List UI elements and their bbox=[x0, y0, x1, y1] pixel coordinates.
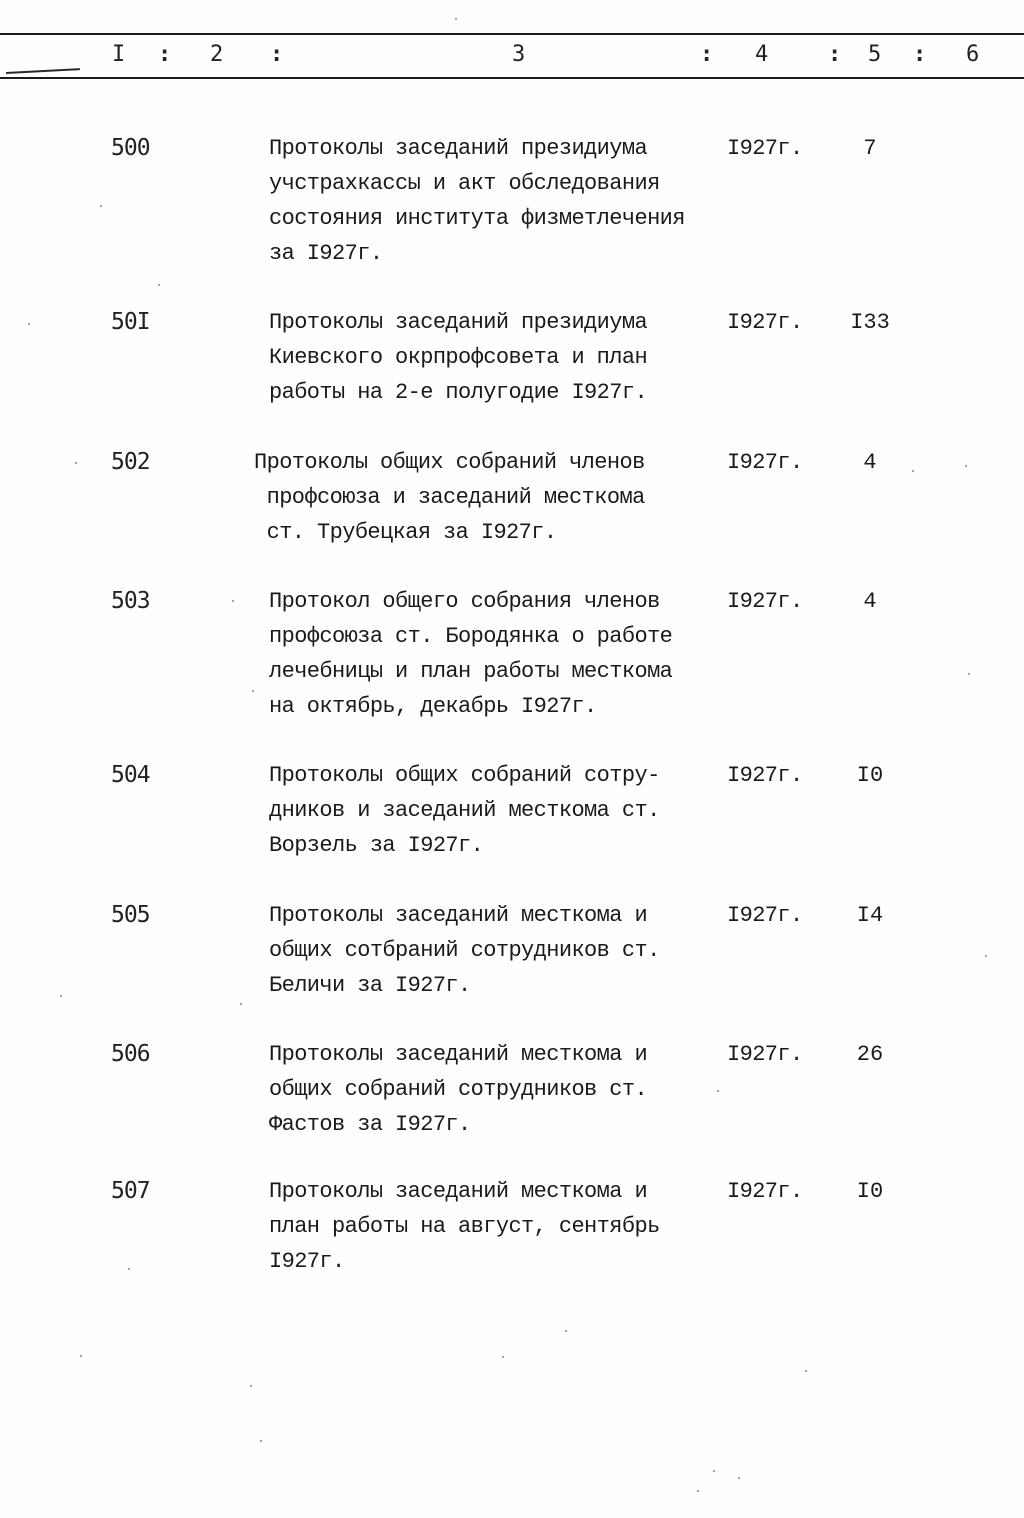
column-header-3: 3 bbox=[512, 42, 526, 67]
entry-number: 507 bbox=[111, 1178, 150, 1204]
entry-sheet-count: I0 bbox=[856, 1179, 884, 1204]
entry-title bbox=[254, 445, 724, 550]
entry-year: I927г. bbox=[727, 1042, 803, 1067]
entry-title-line: на октябрь, декабрь I927г. bbox=[269, 694, 597, 719]
entry-title-line: общих собраний сотрудников ст. bbox=[269, 1077, 648, 1102]
entry-sheet-count: 4 bbox=[863, 450, 877, 475]
entry-sheet-count: I4 bbox=[856, 903, 884, 928]
entry-title bbox=[269, 131, 739, 271]
entry-title-line: Протоколы заседаний президиума bbox=[269, 310, 648, 335]
entry-title-line: Протоколы общих собраний сотру- bbox=[269, 763, 660, 788]
entry-number: 506 bbox=[111, 1041, 150, 1067]
entry-title-line: за I927г. bbox=[269, 241, 383, 266]
entry-year: I927г. bbox=[727, 903, 803, 928]
column-separator: : bbox=[913, 42, 927, 67]
entry-title-line: общих сотбраний сотрудников ст. bbox=[269, 938, 660, 963]
entry-title bbox=[269, 898, 739, 1003]
entry-sheet-count: 26 bbox=[856, 1042, 884, 1067]
column-header-5: 5 bbox=[868, 42, 882, 67]
entry-title-line: Фастов за I927г. bbox=[269, 1112, 471, 1137]
header-bottom-rule bbox=[0, 77, 1024, 79]
column-separator: : bbox=[700, 42, 714, 67]
entry-title-line: профсоюза ст. Бородянка о работе bbox=[269, 624, 673, 649]
entry-year: I927г. bbox=[727, 763, 803, 788]
entry-title-line: Протокол общего собрания членов bbox=[269, 589, 660, 614]
entry-title-line: Протоколы заседаний месткома и bbox=[269, 1042, 648, 1067]
entry-sheet-count: 7 bbox=[863, 136, 877, 161]
entry-title-line: Протоколы заседаний президиума bbox=[269, 136, 648, 161]
entry-number: 502 bbox=[111, 449, 150, 475]
entry-year: I927г. bbox=[727, 310, 803, 335]
entry-title bbox=[269, 1174, 739, 1279]
entry-title-line: I927г. bbox=[269, 1249, 345, 1274]
entry-number: 503 bbox=[111, 588, 150, 614]
entry-title-line: Киевского окрпрофсовета и план bbox=[269, 345, 648, 370]
entry-number: 50I bbox=[111, 309, 150, 335]
column-header-4: 4 bbox=[755, 42, 769, 67]
entry-year: I927г. bbox=[727, 589, 803, 614]
header-top-rule bbox=[0, 33, 1024, 35]
entry-title-line: Протоколы заседаний месткома и bbox=[269, 1179, 648, 1204]
entry-title-line: лечебницы и план работы месткома bbox=[269, 659, 673, 684]
column-header-6: 6 bbox=[966, 42, 980, 67]
entry-year: I927г. bbox=[727, 136, 803, 161]
entry-number: 505 bbox=[111, 902, 150, 928]
entry-title-line: работы на 2-е полугодие I927г. bbox=[269, 380, 648, 405]
column-header-1: I bbox=[112, 42, 126, 67]
entry-number: 504 bbox=[111, 762, 150, 788]
column-separator: : bbox=[270, 42, 284, 67]
entry-sheet-count: 4 bbox=[863, 589, 877, 614]
column-header-2: 2 bbox=[210, 42, 224, 67]
entry-title bbox=[269, 305, 739, 410]
entry-title-line: Протоколы общих собраний членов bbox=[254, 450, 645, 475]
entry-title bbox=[269, 758, 739, 863]
entry-title-line: Беличи за I927г. bbox=[269, 973, 471, 998]
entry-title-line: учстрахкассы и акт обследования bbox=[269, 171, 660, 196]
entry-sheet-count: I33 bbox=[850, 310, 890, 335]
entry-title-line: ст. Трубецкая за I927г. bbox=[254, 520, 557, 545]
entry-title-line: профсоюза и заседаний месткома bbox=[254, 485, 645, 510]
column-separator: : bbox=[828, 42, 842, 67]
entry-year: I927г. bbox=[727, 1179, 803, 1204]
column-separator: : bbox=[158, 42, 172, 67]
header-pen-stroke bbox=[6, 68, 80, 74]
entry-number: 500 bbox=[111, 135, 150, 161]
entry-title-line: дников и заседаний месткома ст. bbox=[269, 798, 660, 823]
entry-year: I927г. bbox=[727, 450, 803, 475]
entry-title-line: план работы на август, сентябрь bbox=[269, 1214, 660, 1239]
entry-sheet-count: I0 bbox=[856, 763, 884, 788]
entry-title-line: Ворзель за I927г. bbox=[269, 833, 484, 858]
entry-title bbox=[269, 1037, 739, 1142]
entry-title-line: Протоколы заседаний месткома и bbox=[269, 903, 648, 928]
entry-title-line: состояния института физметлечения bbox=[269, 206, 685, 231]
entry-title bbox=[269, 584, 739, 724]
